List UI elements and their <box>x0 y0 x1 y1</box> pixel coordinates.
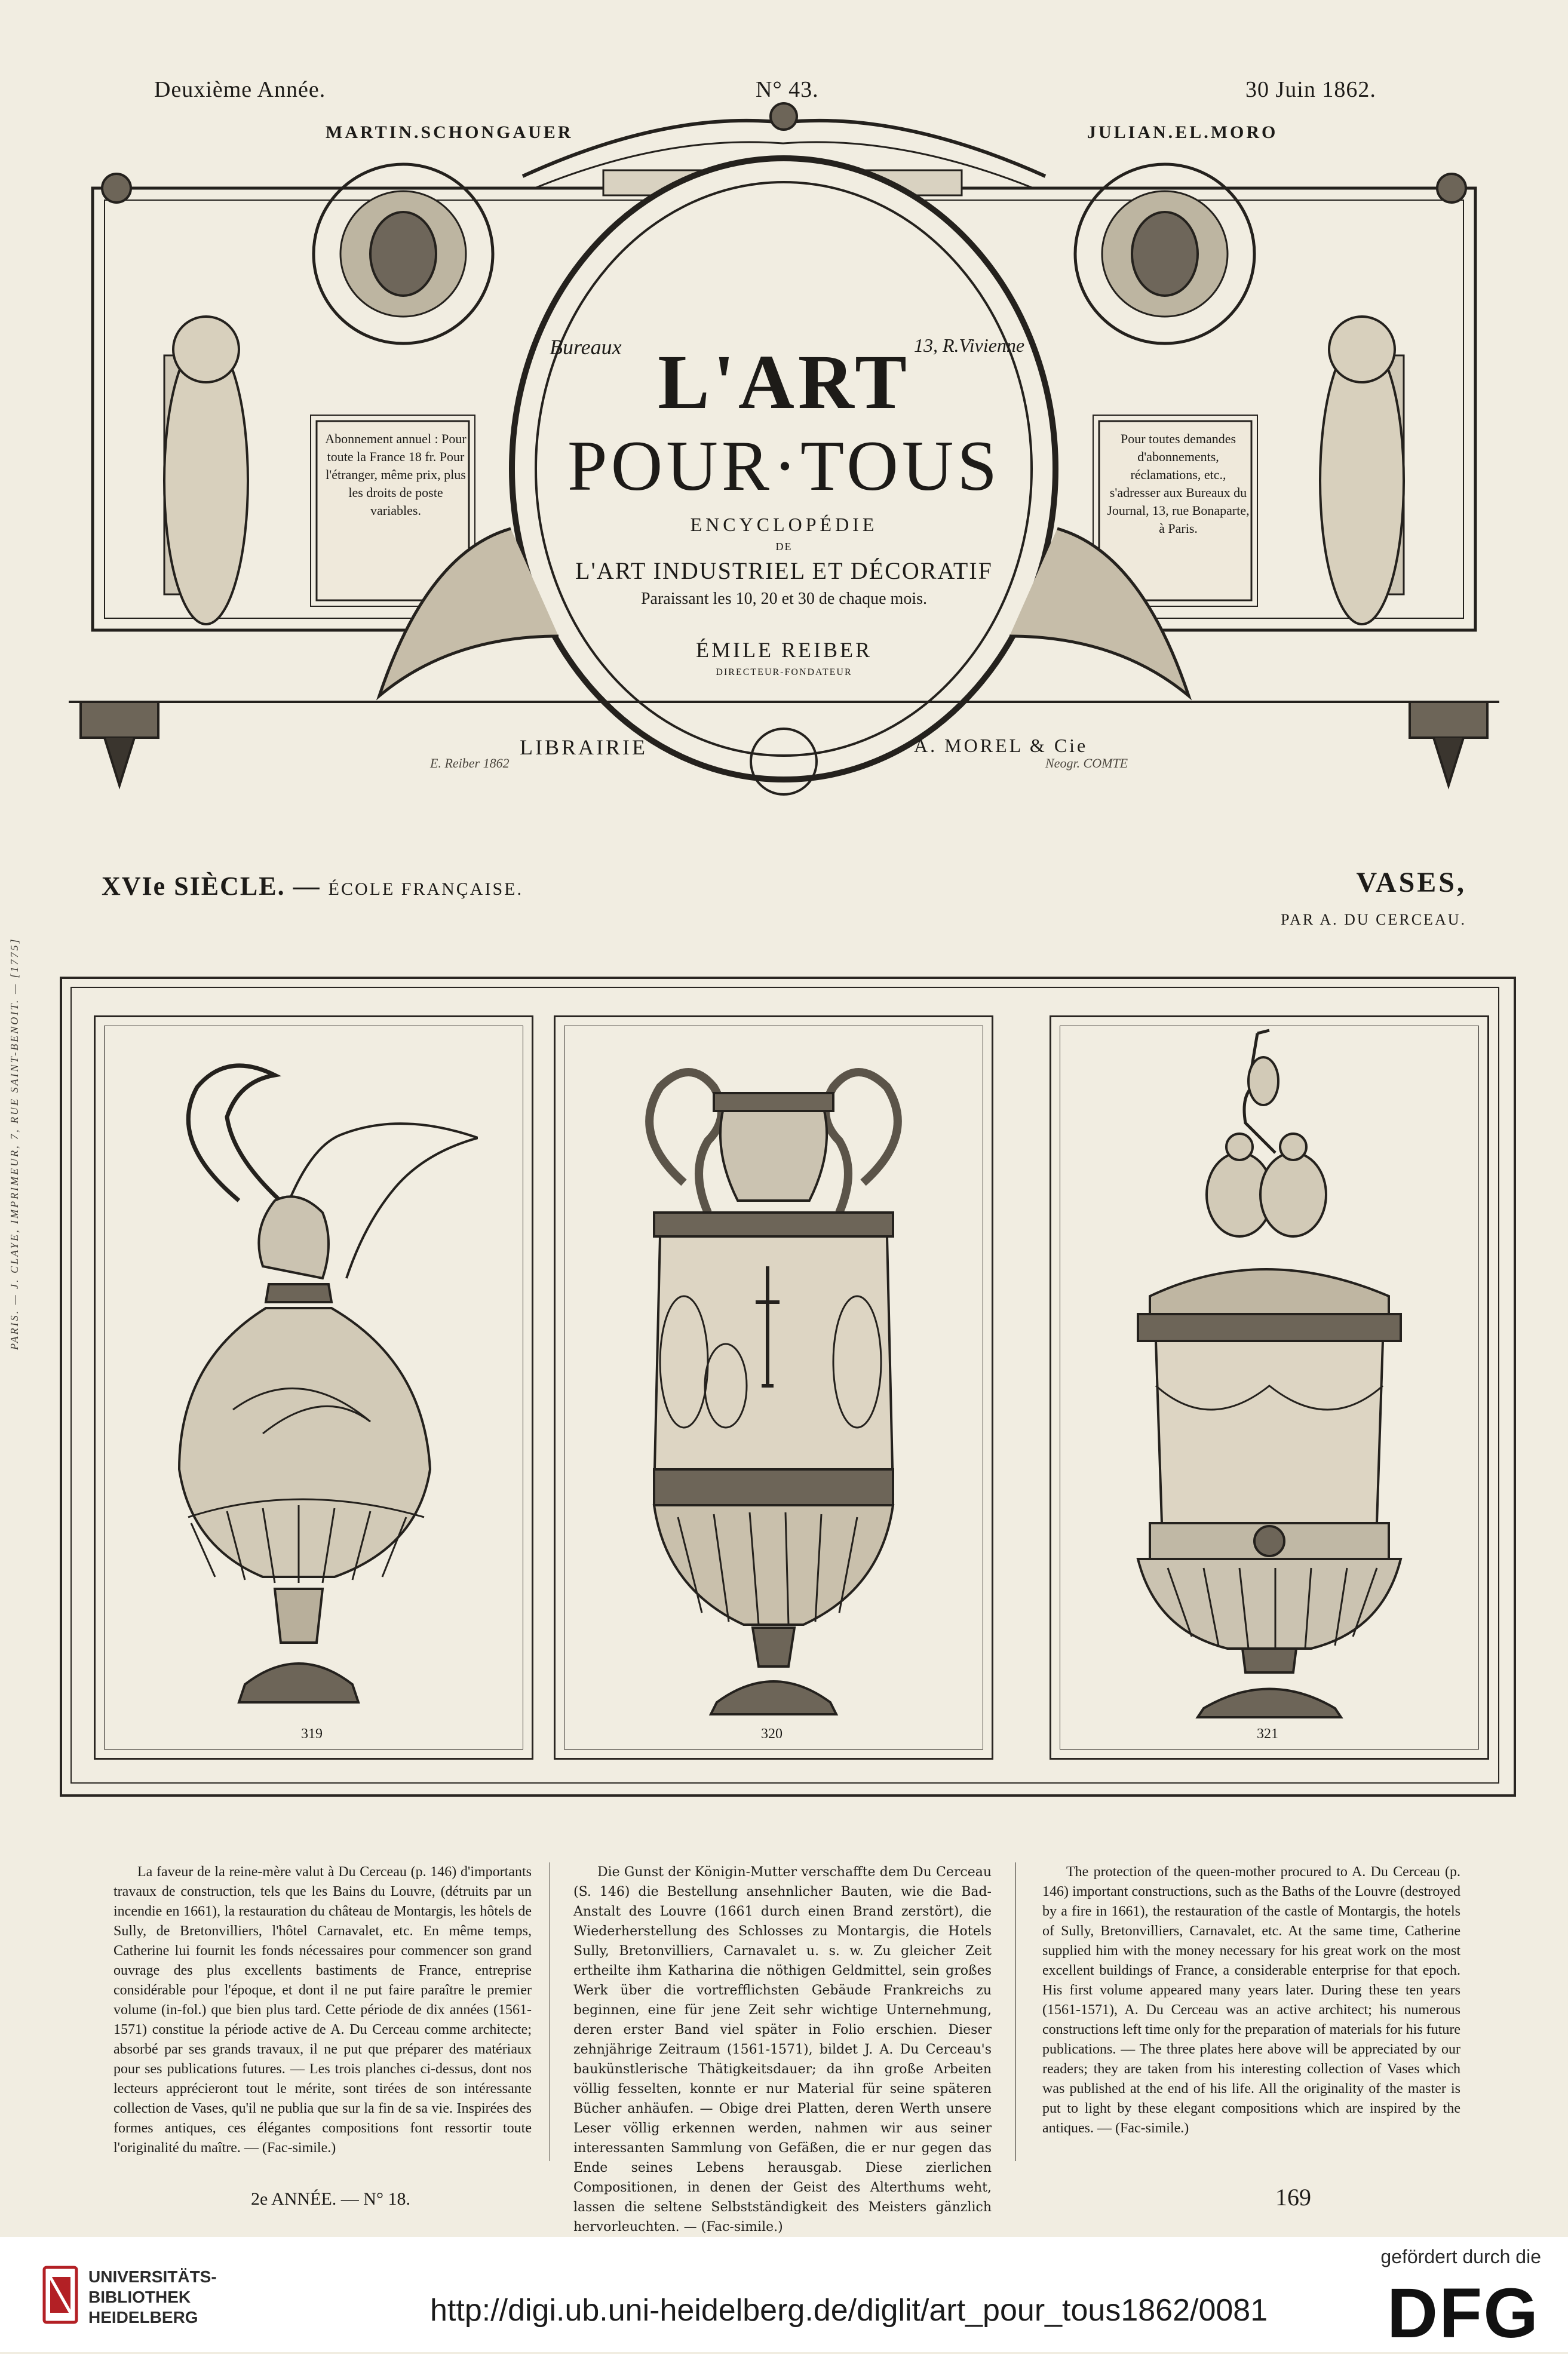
footer-issue: 2e ANNÉE. — N° 18. <box>251 2189 410 2209</box>
university-library-label <box>88 2267 217 2328</box>
issue-number: N° 43. <box>756 77 819 102</box>
oval-top-right: 13, R.Vivienne <box>914 334 1025 356</box>
german-text: Die Gunst der Königin-Mutter verschaffte dem Du Cerceau (S. 146) die Bestellung ansehnlicher Bauten, wie die Bad-Anstalt des Louvre (1661 durch einen Brand zerstört), die Wiederherstellung des Schlosses zu Montargis, die Hotels Sully, Bretonvilliers, Carnavalet u. s. w. Zu gleicher Zeit ertheilte ihm Katharina die nöthigen Geldmittel, sein großes Werk über die vortrefflichsten Gebäude Frankreichs zu beginnen, eine für jene Zeit sehr wichtige Unternehmung, deren erster Band viel später in Folio erschien. Dieser zehnjährige Zeitraum (1561-1571), bildet J. A. Du Cerceau's baukünstlerische Thätigkeitsdauer; da ihn große Arbeiten völlig fesselten, konnte er nur Material für seine späteren Bücher anhäufen. — Obige drei Platten, deren Werth unsere Leser völlig erkennen werden, nahmen wir aus seiner interessanten Sammlung von Gefäßen, die er nur gegen das Ende seines Lebens herausgab. Diese zierlichen Compositionen, in denen der Geist des Alterthums weht, lassen die seltene Selbstständigkeit des Meisters gänzlich hervorleuchten. — (Fac-simile.) <box>573 1865 992 2235</box>
uni-line1: UNIVERSITÄTS- <box>88 2267 217 2286</box>
column-german <box>573 1862 992 2237</box>
journal-subtitle2: L'ART INDUSTRIEL ET DÉCORATIF <box>575 557 993 584</box>
english-text: The protection of the queen-mother procured to A. Du Cerceau (p. 146) important constructions, such as the Baths of the Louvre (destroyed by a fire in 1661), the restauration of the castle of Montargis, the hotels of Sully, Bretonvilliers, Carnavalet, etc. At the same time, Catherine supplied him with the money necessary for his great work on the most excellent buildings of France, a considerable enterprise for that epoch. His first volume appeared many years later. During these ten years (1561-1571), A. Du Cerceau was an active architect; his numerous constructions left time only for the preparation of materials for his future publications. — The three plates here above will be appreciated by our readers; they are taken from his interesting collection of Vases which was published at the end of his life. All the originality of the master is put to light by these elegant compositions which are inspired by the antiques. — (Fac-simile.) <box>1042 1864 1460 2136</box>
signature-left: E. Reiber 1862 <box>430 756 510 771</box>
oval-bottom-left: LIBRAIRIE <box>520 735 648 759</box>
ewer-illustration <box>143 1051 478 1720</box>
figure-number-320: 320 <box>761 1726 783 1742</box>
issue-date: 30 Juin 1862. <box>1245 77 1376 102</box>
school-label: ÉCOLE FRANÇAISE. <box>328 879 523 899</box>
editor-name: ÉMILE REIBER <box>696 638 872 662</box>
century-label: XVIe SIÈCLE. — <box>102 871 321 901</box>
editor-role: DIRECTEUR-FONDATEUR <box>716 667 852 677</box>
oval-bottom-right: A. MOREL & Cie <box>914 735 1088 756</box>
page-number: 169 <box>1275 2184 1311 2211</box>
oval-top-left: Bureaux <box>550 335 622 359</box>
amphora-illustration <box>618 1051 929 1720</box>
subscription-box: Abonnement annuel : Pour toute la France 18 fr. Pour l'étranger, même prix, plus les droits de poste variables. <box>325 431 467 518</box>
medallion-right-inscription: JULIAN.EL.MORO <box>1087 122 1278 142</box>
dfg-logo: DFG <box>1386 2274 1539 2353</box>
printer-imprint: PARIS. — J. CLAYE, IMPRIMEUR, 7, RUE SAINT-BENOIT. — [1775] <box>8 937 20 1350</box>
journal-title-line1: L'ART <box>658 339 910 425</box>
uni-line3: HEIDELBERG <box>88 2308 198 2327</box>
signature-right: Neogr. COMTE <box>1045 756 1128 771</box>
figure-number-321: 321 <box>1257 1726 1278 1742</box>
section-author: PAR A. DU CERCEAU. <box>1281 911 1466 928</box>
figure-number-319: 319 <box>301 1726 323 1742</box>
column-french <box>113 1862 532 2158</box>
section-century <box>102 871 523 901</box>
journal-periodicity: Paraissant les 10, 20 et 30 de chaque mois. <box>640 590 927 608</box>
french-text: La faveur de la reine-mère valut à Du Cerceau (p. 146) d'importants travaux de construction, tels que les Bains du Louvre, (détruits par un incendie en 1661), la restauration du château de Montargis, les hôtels de Sully, de Bretonvilliers, l'hôtel Carnavalet, etc. En même temps, Catherine lui fournit les fonds nécessaires pour commencer son grand ouvrage des plus excellents bastiments de France, entreprise considérable pour l'époque, et dont il ne put faire paraître le premier volume (in-fol.) que bien plus tard. Cette période de dix années (1561-1571) constitue la période active de A. Du Cerceau comme architecte; absorbé par ses grands travaux, il ne put que préparer des matériaux pour ses publications futures. — Les trois planches ci-dessus, dont nos lecteurs apprécieront tout le mérite, sont tirées de son intéressante collection de Vases, qu'il ne publia que sur la fin de sa vie. Inspirées des formes antiques, ces élégantes compositions font ressortir toute l'originalité du maître. — (Fac-simile.) <box>113 1864 532 2156</box>
source-url-link[interactable]: http://digi.ub.uni-heidelberg.de/diglit/art_pour_tous1862/0081 <box>430 2293 1268 2328</box>
journal-subtitle-de: DE <box>775 541 793 553</box>
masthead-title-block <box>514 340 1054 678</box>
section-title: VASES, <box>1356 867 1466 898</box>
column-english <box>1042 1862 1460 2138</box>
uni-line2: BIBLIOTHEK <box>88 2288 191 2306</box>
medallion-left-inscription: MARTIN.SCHONGAUER <box>326 122 573 142</box>
journal-title-line2: POUR·TOUS <box>567 426 1001 505</box>
funded-by-label: gefördert durch die <box>1380 2246 1541 2267</box>
urn-illustration <box>1114 1015 1425 1720</box>
contact-box: Pour toutes demandes d'abonnements, réclamations, etc., s'adresser aux Bureaux du Journal, 13, rue Bonaparte, à Paris. <box>1107 431 1250 536</box>
column-divider-2 <box>1015 1862 1016 2161</box>
university-seal-icon <box>42 2265 79 2325</box>
year-label: Deuxième Année. <box>154 77 326 102</box>
journal-subtitle1: ENCYCLOPÉDIE <box>690 514 878 535</box>
